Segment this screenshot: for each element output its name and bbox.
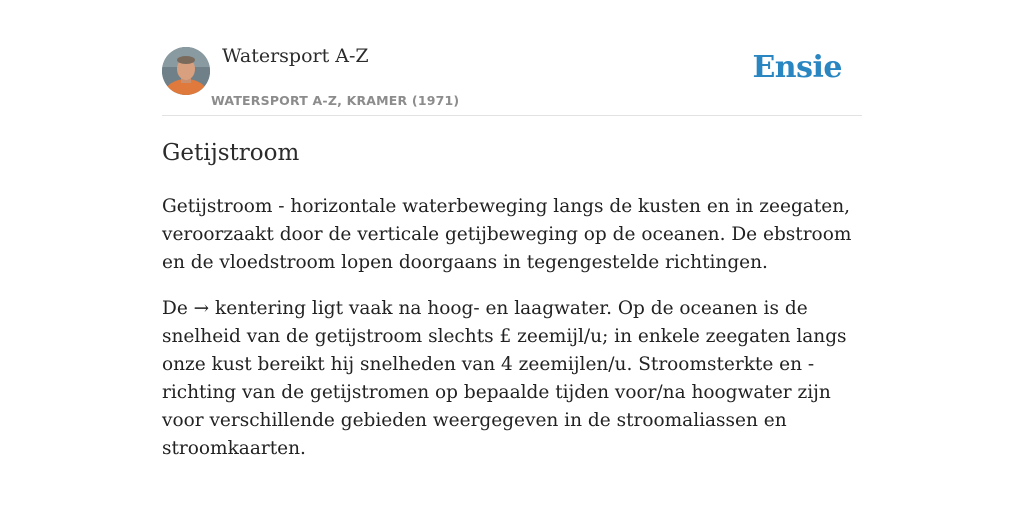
entry-body	[162, 193, 862, 481]
source-label[interactable]: WATERSPORT A-Z, KRAMER (1971)	[211, 93, 460, 108]
entry-paragraph: De → kentering ligt vaak na hoog- en laagwater. Op de oceanen is de snelheid van de getijstroom slechts £ zeemijl/u; in enkele zeegaten langs onze kust bereikt hij snelheden van 4 zeemijlen/u. Stroomsterkte en -richting van de getijstromen op bepaalde tijden voor/na hoogwater zijn voor verschillende gebieden weergegeven in de stroomaliassen en stroomkaarten.	[162, 298, 847, 459]
person-portrait-icon	[162, 47, 210, 95]
entry-header	[162, 0, 862, 116]
entry-paragraph: Getijstroom - horizontale waterbeweging langs de kusten en in zeegaten, veroorzaakt door de verticale getijbeweging op de oceanen. De ebstroom en de vloedstroom lopen doorgaans in tegengestelde richtingen.	[162, 196, 852, 273]
author-name[interactable]: Watersport A-Z	[222, 45, 369, 67]
author-avatar[interactable]	[162, 47, 210, 95]
entry-card	[162, 0, 862, 512]
entry-title: Getijstroom	[162, 140, 300, 166]
ensie-logo[interactable]: Ensie	[752, 50, 842, 85]
